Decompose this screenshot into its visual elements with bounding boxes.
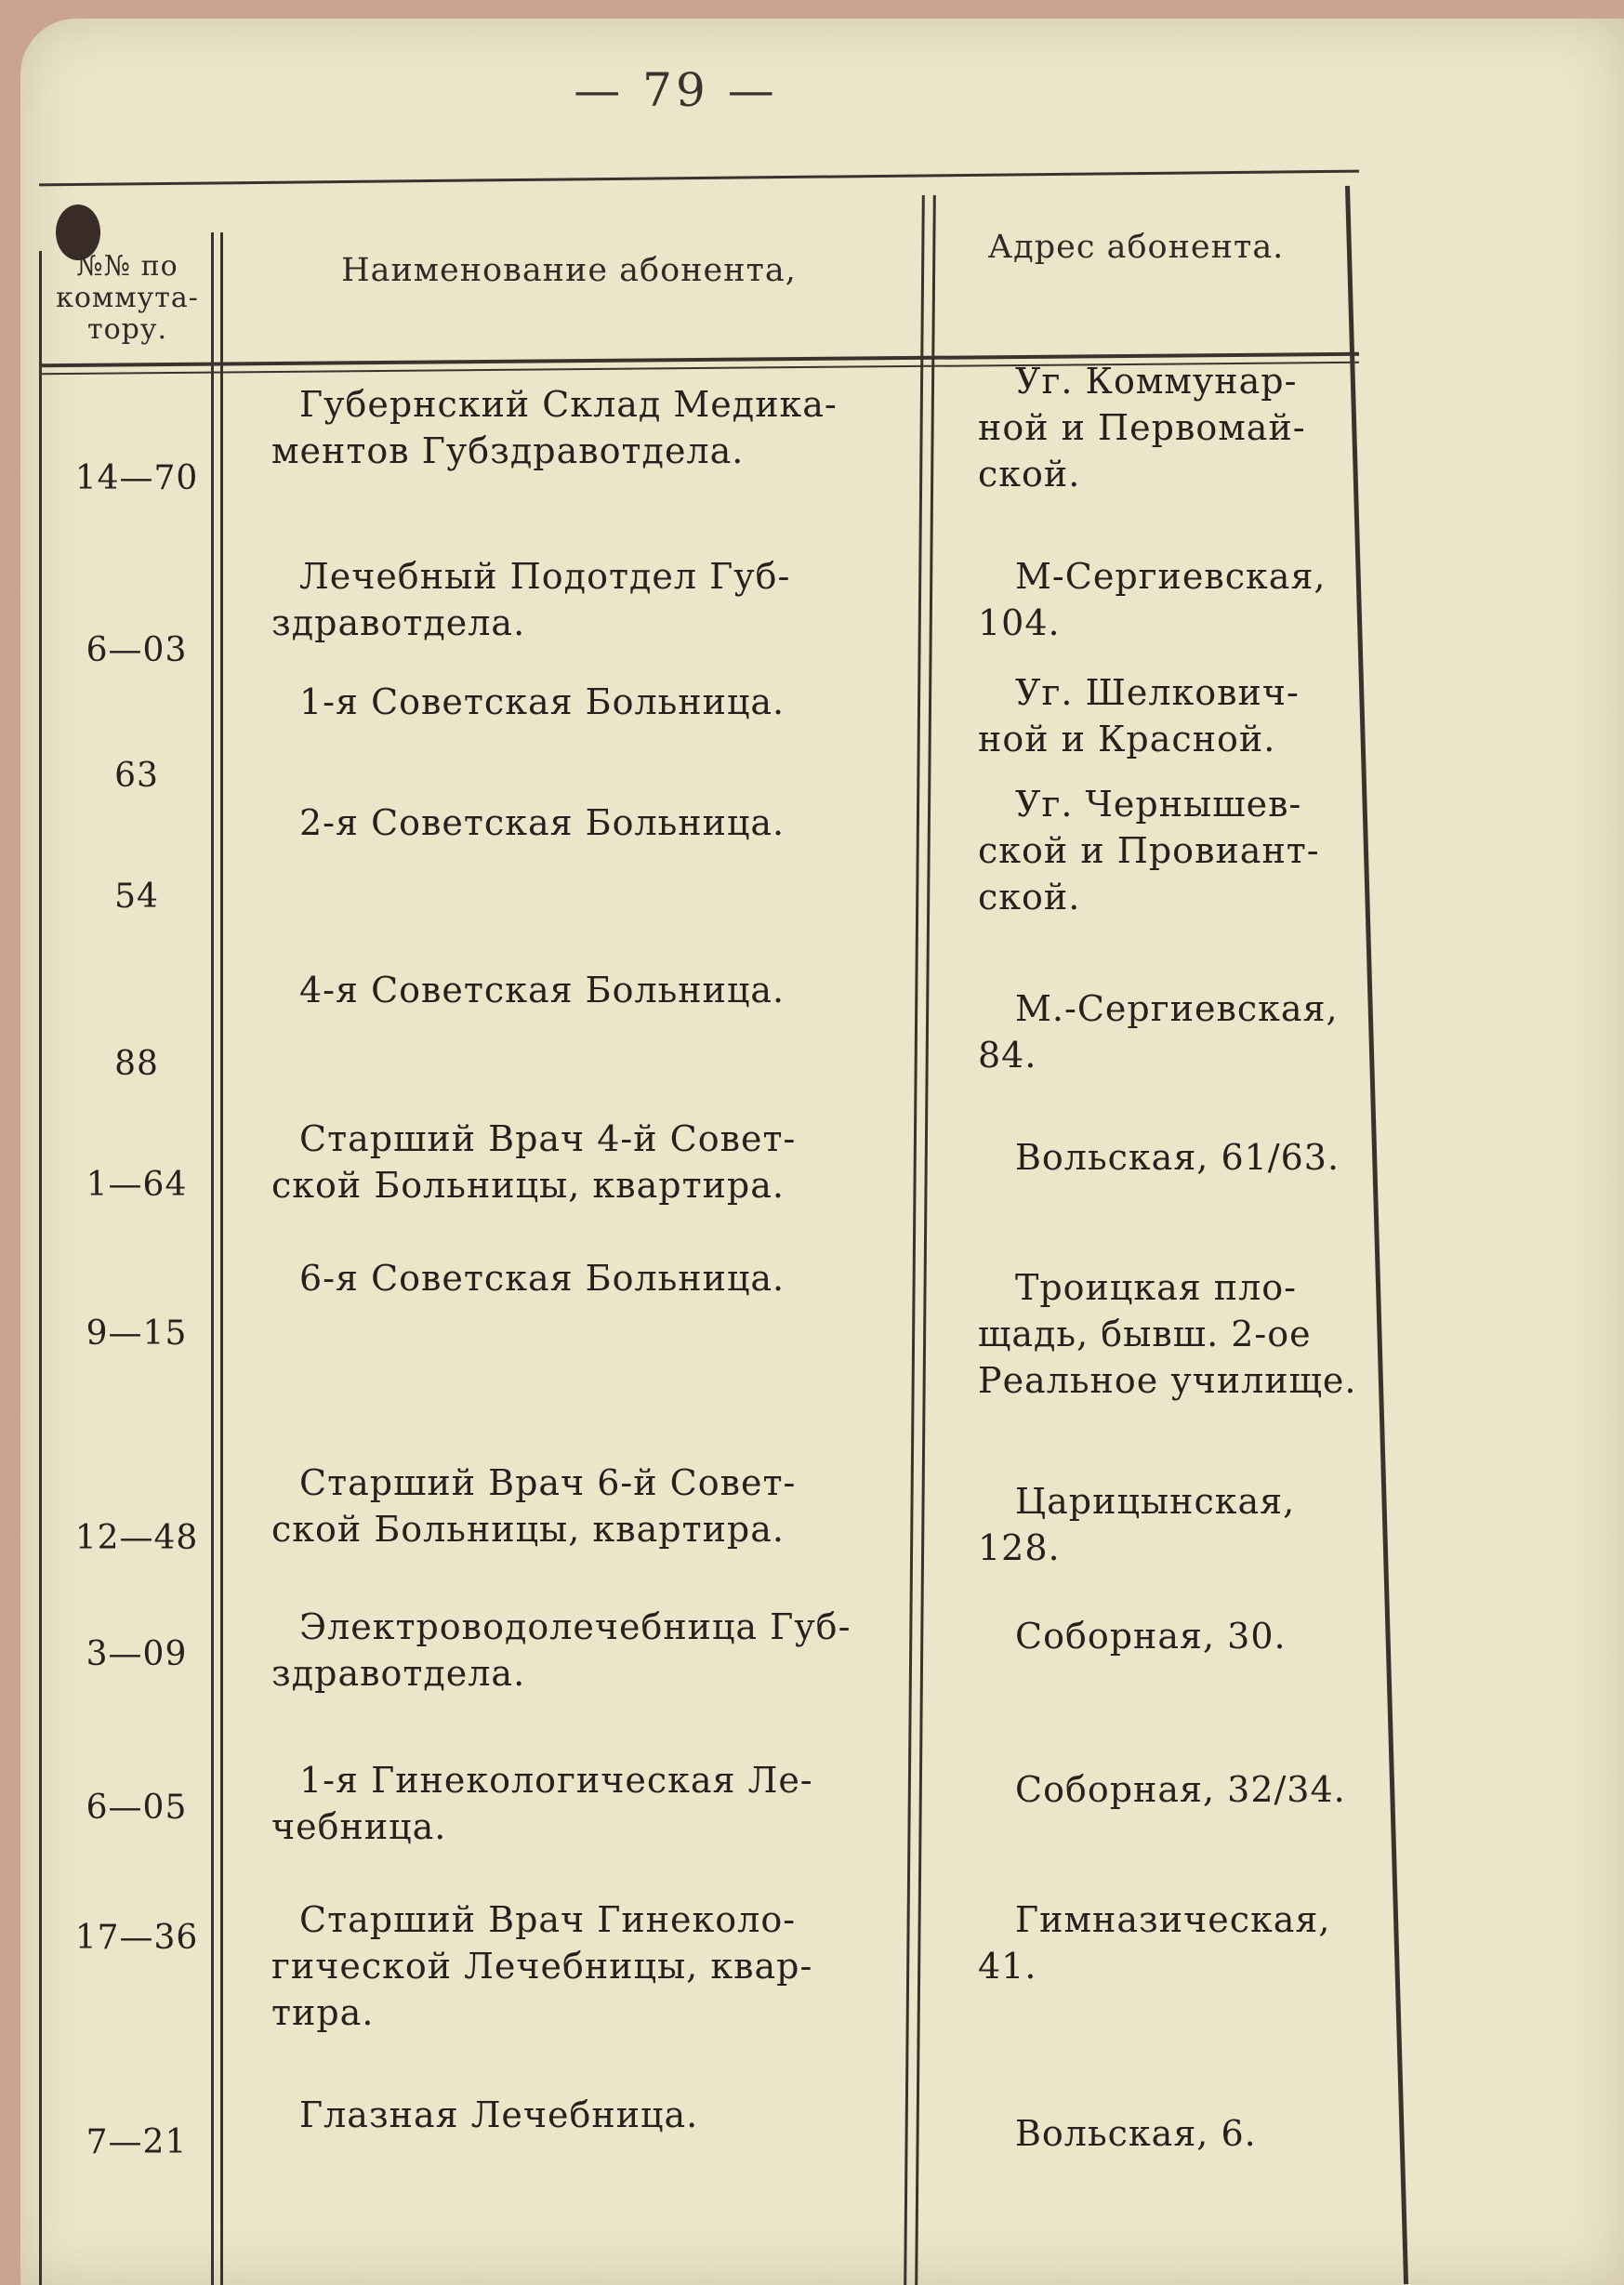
table-top-rule: [39, 170, 1359, 187]
row-subscriber-name-line: Старший Врач 4-й Совет-: [299, 1118, 797, 1159]
row-subscriber-address: [978, 1264, 1554, 1404]
row-subscriber-name: [271, 1459, 941, 1552]
row-subscriber-address-line: ной и Первомай-: [978, 407, 1306, 448]
row-switchboard-number: 12—48: [74, 1519, 199, 1557]
row-subscriber-address-line: ской.: [978, 454, 1081, 495]
row-subscriber-name-line: ской Больницы, квартира.: [271, 1165, 785, 1206]
row-subscriber-name-line: гической Лечебницы, квар-: [271, 1946, 813, 1987]
header-number-line-3: тору.: [86, 313, 168, 346]
row-subscriber-name-line: ской Больницы, квартира.: [271, 1509, 785, 1550]
row-subscriber-address: [978, 1766, 1554, 1813]
row-switchboard-number: 6—03: [86, 631, 188, 669]
row-subscriber-address-line: 128.: [978, 1527, 1061, 1568]
book-page: [20, 19, 1624, 2285]
row-switchboard-number: 3—09: [86, 1635, 188, 1673]
page-number: — 79 —: [574, 63, 778, 117]
row-subscriber-name-line: Старший Врач Гинеколо-: [299, 1899, 797, 1940]
row-subscriber-name: [271, 2092, 941, 2138]
row-subscriber-name-line: здравотдела.: [271, 1653, 526, 1694]
row-switchboard-number: 14—70: [74, 459, 199, 497]
row-subscriber-address: [978, 553, 1554, 646]
row-subscriber-name-line: 4-я Советская Больница.: [299, 970, 786, 1010]
row-subscriber-address-line: Вольская, 6.: [1015, 2113, 1257, 2154]
row-subscriber-address-line: 104.: [978, 602, 1061, 643]
row-subscriber-address: [978, 1896, 1554, 1989]
header-number: [48, 251, 206, 346]
row-subscriber-name: [271, 1255, 941, 1301]
row-subscriber-name: [271, 679, 941, 725]
row-subscriber-address: [978, 1613, 1554, 1659]
row-subscriber-address: [978, 669, 1554, 762]
row-subscriber-name-line: ментов Губздравотдела.: [271, 430, 745, 471]
row-subscriber-address-line: Уг. Шелкович-: [1015, 672, 1300, 713]
header-address: Адрес абонента.: [987, 229, 1285, 266]
row-subscriber-name: [271, 1604, 941, 1697]
row-switchboard-number: 6—05: [86, 1789, 188, 1827]
row-subscriber-address: [978, 1478, 1554, 1571]
row-subscriber-address: [978, 2110, 1554, 2157]
row-subscriber-address: [978, 781, 1554, 920]
row-subscriber-name: [271, 1116, 941, 1209]
row-subscriber-name-line: 6-я Советская Больница.: [299, 1258, 786, 1299]
row-subscriber-name-line: 1-я Гинекологическая Ле-: [299, 1760, 813, 1801]
header-number-line-1: №№ по: [76, 250, 178, 283]
row-subscriber-name: [271, 967, 941, 1013]
row-subscriber-address-line: Гимназическая,: [1015, 1899, 1331, 1940]
row-subscriber-address-line: ской и Провиант-: [978, 830, 1320, 871]
row-subscriber-address-line: 41.: [978, 1946, 1037, 1987]
row-subscriber-name-line: тира.: [271, 1992, 375, 2033]
row-switchboard-number: 63: [114, 757, 159, 795]
row-subscriber-address-line: Вольская, 61/63.: [1015, 1137, 1340, 1178]
row-subscriber-address-line: ной и Красной.: [978, 719, 1276, 759]
row-subscriber-name: [271, 381, 941, 474]
row-subscriber-name-line: 2-я Советская Больница.: [299, 802, 786, 843]
row-subscriber-name-line: здравотдела.: [271, 602, 526, 643]
row-switchboard-number: 88: [114, 1045, 159, 1083]
row-subscriber-address-line: Соборная, 30.: [1015, 1616, 1287, 1657]
row-switchboard-number: 54: [114, 878, 159, 916]
row-subscriber-address-line: М.-Сергиевская,: [1015, 988, 1339, 1029]
row-switchboard-number: 1—64: [86, 1166, 188, 1204]
row-subscriber-name: [271, 799, 941, 846]
row-switchboard-number: 9—15: [86, 1314, 188, 1353]
row-switchboard-number: 7—21: [86, 2123, 188, 2161]
row-subscriber-name-line: 1-я Советская Больница.: [299, 681, 786, 722]
row-subscriber-name-line: чебница.: [271, 1806, 447, 1847]
row-subscriber-address: [978, 358, 1554, 497]
row-subscriber-name: [271, 1896, 941, 2036]
row-subscriber-address-line: Уг. Коммунар-: [1015, 361, 1298, 402]
row-subscriber-address-line: 84.: [978, 1035, 1037, 1076]
row-subscriber-name: [271, 1757, 941, 1850]
row-subscriber-address: [978, 1134, 1554, 1181]
header-number-line-2: коммута-: [56, 282, 199, 314]
row-switchboard-number: 17—36: [74, 1919, 199, 1957]
header-name: Наименование абонента,: [341, 252, 797, 289]
row-subscriber-address-line: Троицкая пло-: [1015, 1267, 1297, 1308]
column-divider-number-1: [211, 232, 214, 2285]
row-subscriber-address-line: Соборная, 32/34.: [1015, 1769, 1346, 1810]
row-subscriber-name: [271, 553, 941, 646]
row-subscriber-name-line: Глазная Лечебница.: [299, 2094, 699, 2135]
row-subscriber-address-line: Реальное училище.: [978, 1360, 1357, 1401]
row-subscriber-name-line: Электроводолечебница Губ-: [299, 1606, 852, 1647]
row-subscriber-address: [978, 985, 1554, 1078]
row-subscriber-address-line: М-Сергиевская,: [1015, 556, 1327, 597]
row-subscriber-name-line: Лечебный Подотдел Губ-: [299, 556, 791, 597]
column-divider-left: [39, 251, 42, 2285]
row-subscriber-address-line: Царицынская,: [1015, 1481, 1296, 1522]
column-divider-number-2: [220, 232, 223, 2285]
row-subscriber-name-line: Губернский Склад Медика-: [299, 384, 838, 425]
row-subscriber-address-line: Уг. Чернышев-: [1015, 784, 1302, 825]
row-subscriber-address-line: щадь, бывш. 2-ое: [978, 1314, 1312, 1354]
row-subscriber-address-line: ской.: [978, 877, 1081, 918]
row-subscriber-name-line: Старший Врач 6-й Совет-: [299, 1462, 797, 1503]
